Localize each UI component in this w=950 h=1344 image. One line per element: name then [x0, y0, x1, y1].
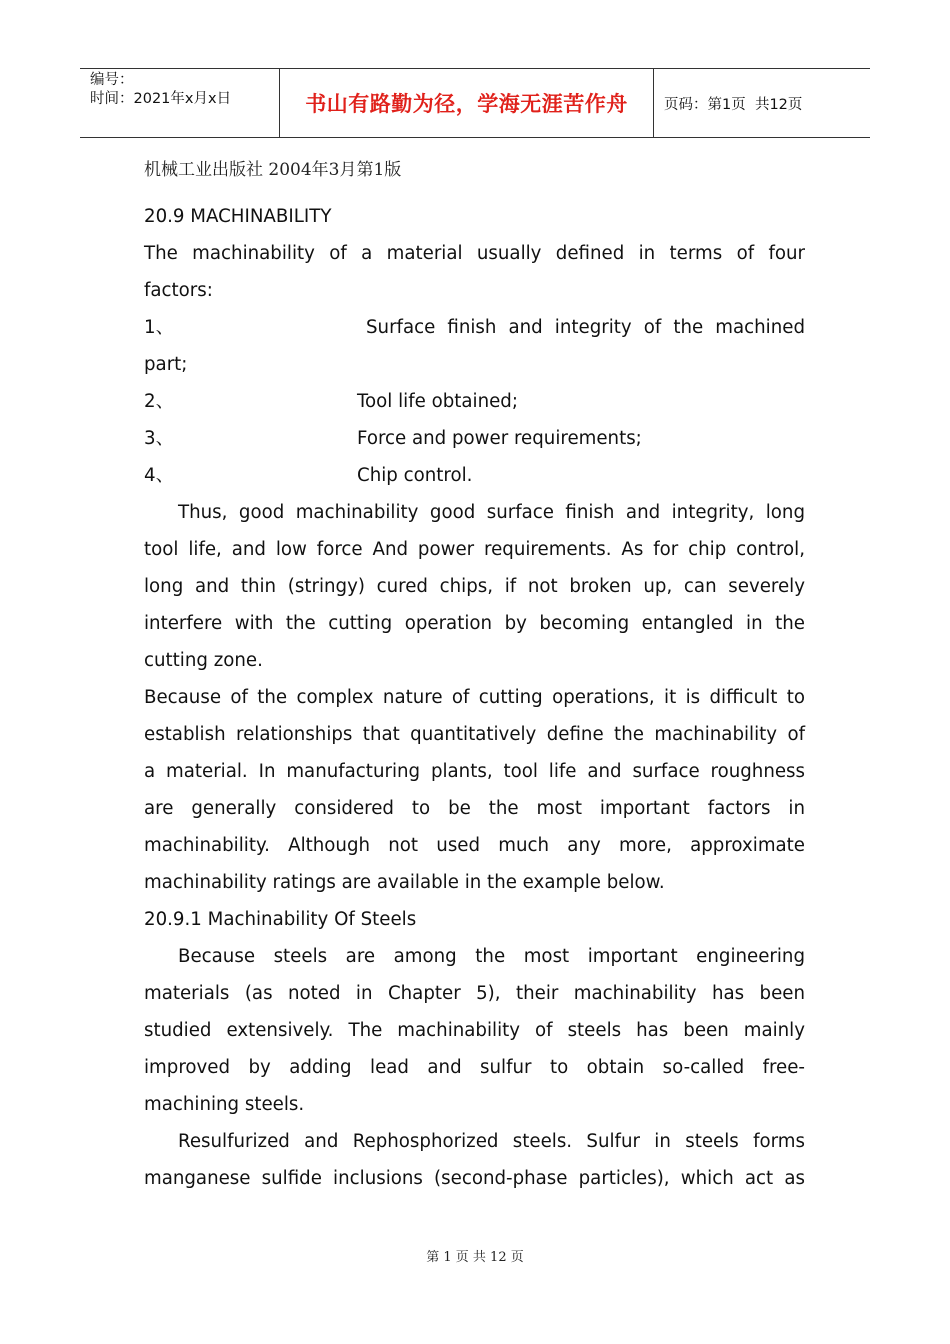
paragraph-line: manganese sulfide inclusions (second-phase particles), which act as	[144, 1168, 805, 1189]
paragraph-line: tool life, and low force And power requirements. As for chip control,	[144, 539, 805, 560]
paragraph-line: long and thin (stringy) cured chips, if not broken up, can severely	[144, 576, 805, 597]
paragraph-line: establish relationships that quantitatively define the machinability of	[144, 724, 805, 745]
paragraph-line: machinability ratings are available in the example below.	[144, 872, 665, 893]
paragraph-line: are generally considered to be the most important factors in	[144, 798, 805, 819]
paragraph-line: materials (as noted in Chapter 5), their machinability has been	[144, 983, 805, 1004]
motto: 书山有路勤为径，学海无涯苦作舟	[280, 69, 654, 137]
factor-number: 2、	[144, 391, 174, 412]
paragraph-line: a material. In manufacturing plants, tool life and surface roughness	[144, 761, 805, 782]
factor-text: Force and power requirements;	[357, 428, 642, 449]
paragraph-line: Because steels are among the most important engineering	[178, 946, 805, 967]
factor-number: 4、	[144, 465, 174, 486]
factor-number: 3、	[144, 428, 174, 449]
publisher-line: 机械工业出版社 2004年3月第1版	[144, 160, 402, 180]
factor-text: Tool life obtained;	[357, 391, 518, 412]
paragraph-line: machining steels.	[144, 1094, 305, 1115]
header-meta	[80, 69, 280, 137]
number-label: 编号：	[90, 72, 134, 88]
factor-item	[144, 457, 805, 494]
subsection-title: 20.9.1 Machinability Of Steels	[144, 909, 417, 930]
factor-text: Chip control.	[357, 465, 473, 486]
section-title: 20.9 MACHINABILITY	[144, 206, 332, 227]
factor-text: Surface finish and integrity of the machined	[366, 317, 805, 338]
paragraph-line: cutting zone.	[144, 650, 263, 671]
header-table	[80, 68, 870, 138]
paragraph-line: improved by adding lead and sulfur to obtain so-called free-	[144, 1057, 805, 1078]
factor-text: part;	[144, 354, 188, 375]
time-label: 时间：2021年x月x日	[90, 91, 232, 107]
factor-number: 1、	[144, 317, 174, 338]
factor-item	[144, 383, 805, 420]
paragraph-line: Because of the complex nature of cutting operations, it is difficult to	[144, 687, 805, 708]
paragraph-line: machinability. Although not used much any more, approximate	[144, 835, 805, 856]
page-footer: 第 1 页 共 12 页	[426, 1250, 524, 1265]
paragraph-line: Resulfurized and Rephosphorized steels. Sulfur in steels forms	[178, 1131, 805, 1152]
factor-item	[144, 346, 805, 383]
factor-item	[144, 309, 805, 346]
paragraph-line: Thus, good machinability good surface finish and integrity, long	[178, 502, 805, 523]
paragraph-line: studied extensively. The machinability of steels has been mainly	[144, 1020, 805, 1041]
intro-line: The machinability of a material usually defined in terms of four	[144, 243, 805, 264]
page-info: 页码：第1页 共12页	[664, 96, 803, 113]
paragraph-line: interfere with the cutting operation by becoming entangled in the	[144, 613, 805, 634]
factor-item	[144, 420, 805, 457]
document-body	[144, 150, 805, 1197]
intro-line: factors:	[144, 280, 213, 301]
